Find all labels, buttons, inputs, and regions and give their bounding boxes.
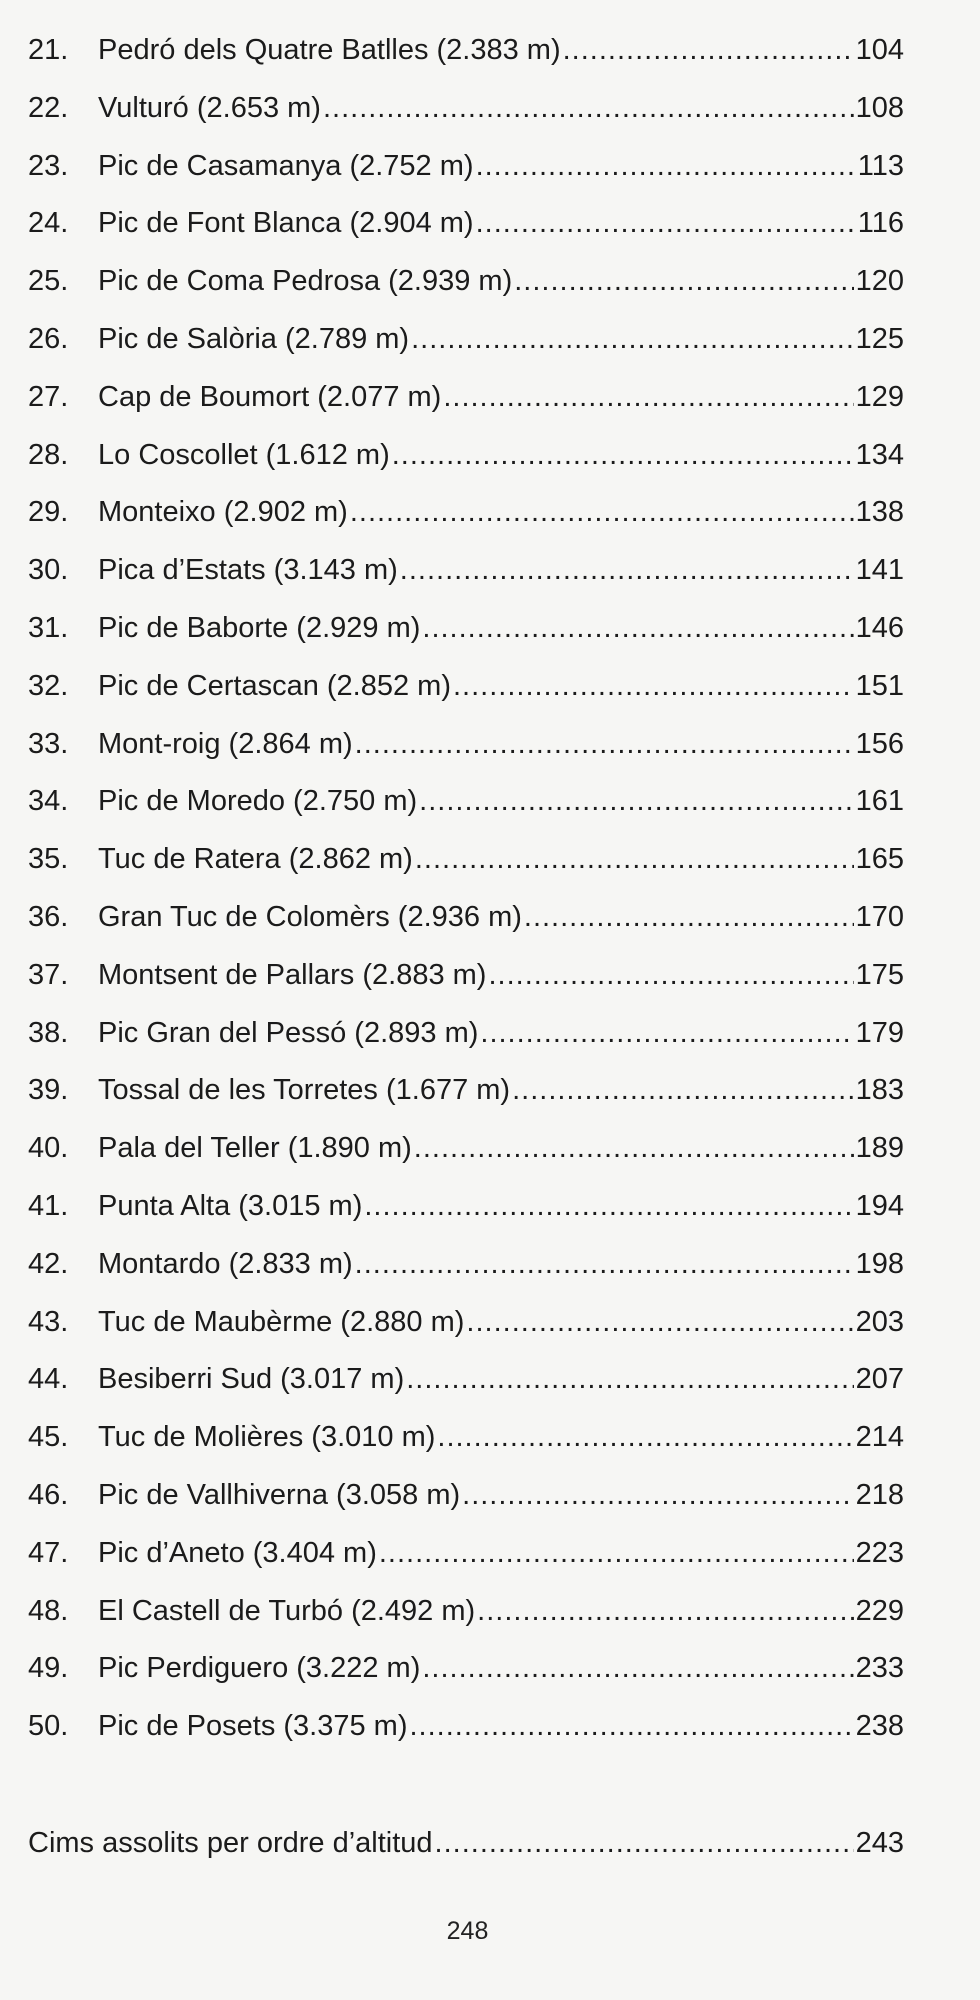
toc-entry — [28, 1583, 904, 1641]
toc-entry — [28, 1640, 904, 1698]
dot-leader — [476, 195, 856, 253]
toc-entry-number: 48. — [28, 1594, 69, 1627]
dot-leader — [477, 1583, 853, 1641]
toc-entry-page: 179 — [855, 1016, 904, 1049]
toc-entry — [28, 484, 904, 542]
toc-entry-number: 40. — [28, 1132, 69, 1165]
dot-leader — [422, 1640, 853, 1698]
toc-entry — [28, 22, 904, 80]
toc-entry-page: 104 — [855, 34, 904, 66]
toc-entry-title: Pic Perdiguero (3.222 m) — [98, 1652, 421, 1685]
toc-entry-page: 141 — [855, 554, 904, 587]
toc-entry — [28, 1409, 904, 1467]
toc-summary-title: Cims assolits per ordre d’altitud — [28, 1827, 433, 1859]
toc-entry — [28, 889, 904, 947]
dot-leader — [400, 542, 854, 600]
toc-summary-entry — [28, 1815, 904, 1873]
toc-entry-title: El Castell de Turbó (2.492 m) — [98, 1594, 476, 1627]
dot-leader — [364, 1178, 853, 1236]
dot-leader — [414, 1120, 854, 1178]
toc-entry — [28, 80, 904, 138]
dot-leader — [563, 22, 854, 80]
toc-entry-title: Tossal de les Torretes (1.677 m) — [98, 1074, 511, 1107]
toc-entry — [28, 1525, 904, 1583]
dot-leader — [443, 369, 853, 427]
toc-entry-title: Pica d’Estats (3.143 m) — [98, 554, 398, 587]
toc-entry-title: Pic de Certascan (2.852 m) — [98, 669, 451, 702]
dot-leader — [422, 600, 853, 658]
toc-entry — [28, 542, 904, 600]
dot-leader — [406, 1351, 853, 1409]
toc-entry-number: 29. — [28, 496, 69, 529]
dot-leader — [355, 1236, 854, 1294]
toc-entry-number: 25. — [28, 265, 69, 298]
toc-entry-page: 194 — [855, 1189, 904, 1222]
dot-leader — [476, 138, 856, 196]
toc-entry-number: 50. — [28, 1710, 69, 1743]
toc-entry-page: 214 — [855, 1421, 904, 1454]
toc-entry-page: 223 — [855, 1536, 904, 1569]
toc-entry-number: 28. — [28, 438, 69, 471]
toc-entry-number: 46. — [28, 1478, 69, 1511]
toc-entry-page: 134 — [855, 438, 904, 471]
toc-entry-page: 108 — [855, 91, 904, 124]
dot-leader — [355, 716, 854, 774]
toc-entry — [28, 1467, 904, 1525]
toc-entry-number: 38. — [28, 1016, 69, 1049]
toc-entry-title: Pic de Font Blanca (2.904 m) — [98, 207, 474, 240]
toc-entry-number: 31. — [28, 611, 69, 644]
toc-entry-page: 129 — [855, 380, 904, 413]
toc-entry-page: 116 — [857, 207, 904, 240]
toc-entry-number: 23. — [28, 149, 69, 182]
toc-entry-title: Tuc de Molières (3.010 m) — [98, 1421, 436, 1454]
dot-leader — [419, 773, 853, 831]
toc-entry-number: 34. — [28, 785, 69, 818]
toc-entry-title: Pic de Posets (3.375 m) — [98, 1710, 408, 1743]
dot-leader — [409, 1698, 853, 1756]
dot-leader — [514, 253, 853, 311]
toc-entry — [28, 427, 904, 485]
toc-entry-title: Pic de Baborte (2.929 m) — [98, 611, 421, 644]
dot-leader — [415, 831, 854, 889]
toc-entry-page: 170 — [855, 900, 904, 933]
toc-entry-title: Pic d’Aneto (3.404 m) — [98, 1536, 377, 1569]
toc-entry — [28, 716, 904, 774]
dot-leader — [437, 1409, 853, 1467]
toc-entry-page: 207 — [855, 1363, 904, 1396]
toc-entry — [28, 1120, 904, 1178]
toc-entry-page: 151 — [855, 669, 904, 702]
toc-entry-title: Pic de Coma Pedrosa (2.939 m) — [98, 265, 513, 298]
dot-leader — [392, 427, 854, 485]
toc-entry-number: 27. — [28, 380, 69, 413]
toc-entry — [28, 947, 904, 1005]
toc-entry-number: 36. — [28, 900, 69, 933]
toc-entry-page: 113 — [857, 149, 904, 182]
toc-entry-page: 125 — [855, 322, 904, 355]
dot-leader — [462, 1467, 853, 1525]
toc-entry-page: 238 — [855, 1710, 904, 1743]
toc-entry — [28, 1062, 904, 1120]
toc-entry-number: 30. — [28, 554, 69, 587]
toc-entry-title: Mont-roig (2.864 m) — [98, 727, 353, 760]
toc-entry-title: Tuc de Ratera (2.862 m) — [98, 843, 413, 876]
toc-entry — [28, 311, 904, 369]
toc-entry-title: Pic de Vallhiverna (3.058 m) — [98, 1478, 461, 1511]
toc-entry-title: Pic Gran del Pessó (2.893 m) — [98, 1016, 479, 1049]
toc-entry-number: 32. — [28, 669, 69, 702]
toc-entry-number: 39. — [28, 1074, 69, 1107]
toc-entry-page: 229 — [855, 1594, 904, 1627]
toc-entry — [28, 369, 904, 427]
dot-leader — [466, 1294, 853, 1352]
dot-leader — [379, 1525, 854, 1583]
dot-leader — [488, 947, 853, 1005]
toc-entry-number: 42. — [28, 1247, 69, 1280]
toc-entry — [28, 138, 904, 196]
toc-entry-title: Gran Tuc de Colomèrs (2.936 m) — [98, 900, 522, 933]
toc-entry-page: 198 — [855, 1247, 904, 1280]
dot-leader — [435, 1815, 854, 1873]
toc-entry-page: 233 — [855, 1652, 904, 1685]
table-of-contents — [28, 22, 904, 1756]
toc-entry-page: 120 — [855, 265, 904, 298]
toc-entry-number: 47. — [28, 1536, 69, 1569]
toc-entry-page: 183 — [855, 1074, 904, 1107]
toc-entry — [28, 1005, 904, 1063]
toc-entry-number: 37. — [28, 958, 69, 991]
toc-entry — [28, 773, 904, 831]
toc-entry-page: 138 — [855, 496, 904, 529]
toc-entry-number: 49. — [28, 1652, 69, 1685]
toc-entry-page: 203 — [855, 1305, 904, 1338]
toc-entry-number: 41. — [28, 1189, 69, 1222]
dot-leader — [453, 658, 854, 716]
toc-entry-title: Pedró dels Quatre Batlles (2.383 m) — [98, 34, 561, 66]
toc-entry-title: Pic de Moredo (2.750 m) — [98, 785, 418, 818]
toc-entry-page: 165 — [855, 843, 904, 876]
toc-entry-page: 218 — [855, 1478, 904, 1511]
toc-entry-page: 175 — [855, 958, 904, 991]
toc-entry-title: Besiberri Sud (3.017 m) — [98, 1363, 405, 1396]
toc-entry-title: Tuc de Maubèrme (2.880 m) — [98, 1305, 465, 1338]
dot-leader — [512, 1062, 854, 1120]
toc-entry-page: 146 — [855, 611, 904, 644]
toc-entry-title: Pala del Teller (1.890 m) — [98, 1132, 412, 1165]
toc-entry — [28, 1351, 904, 1409]
toc-summary-page: 243 — [855, 1827, 904, 1859]
toc-entry-number: 24. — [28, 207, 69, 240]
toc-entry-title: Montardo (2.833 m) — [98, 1247, 353, 1280]
dot-leader — [524, 889, 854, 947]
toc-entry-page: 189 — [855, 1132, 904, 1165]
dot-leader — [480, 1005, 853, 1063]
dot-leader — [323, 80, 854, 138]
toc-entry — [28, 1178, 904, 1236]
toc-entry-title: Montsent de Pallars (2.883 m) — [98, 958, 487, 991]
toc-entry-number: 35. — [28, 843, 69, 876]
toc-entry-title: Pic de Casamanya (2.752 m) — [98, 149, 474, 182]
toc-entry — [28, 195, 904, 253]
toc-entry-number: 45. — [28, 1421, 69, 1454]
toc-entry-title: Cap de Boumort (2.077 m) — [98, 380, 442, 413]
toc-entry-number: 33. — [28, 727, 69, 760]
toc-entry — [28, 1294, 904, 1352]
toc-entry-title: Vulturó (2.653 m) — [98, 91, 321, 124]
toc-entry-title: Lo Coscollet (1.612 m) — [98, 438, 390, 471]
toc-entry — [28, 1698, 904, 1756]
toc-entry-number: 26. — [28, 322, 69, 355]
toc-entry — [28, 831, 904, 889]
toc-entry-page: 161 — [855, 785, 904, 818]
toc-entry-number: 43. — [28, 1305, 69, 1338]
toc-entry — [28, 600, 904, 658]
toc-entry-title: Monteixo (2.902 m) — [98, 496, 348, 529]
page-number: 248 — [446, 1917, 489, 1945]
toc-entry-title: Pic de Salòria (2.789 m) — [98, 322, 410, 355]
toc-entry-title: Punta Alta (3.015 m) — [98, 1189, 363, 1222]
toc-entry — [28, 253, 904, 311]
dot-leader — [350, 484, 854, 542]
toc-entry-number: 21. — [28, 34, 69, 66]
toc-entry-number: 22. — [28, 91, 69, 124]
toc-entry — [28, 658, 904, 716]
toc-entry-number: 44. — [28, 1363, 69, 1396]
toc-entry-page: 156 — [855, 727, 904, 760]
toc-entry — [28, 1236, 904, 1294]
dot-leader — [411, 311, 854, 369]
